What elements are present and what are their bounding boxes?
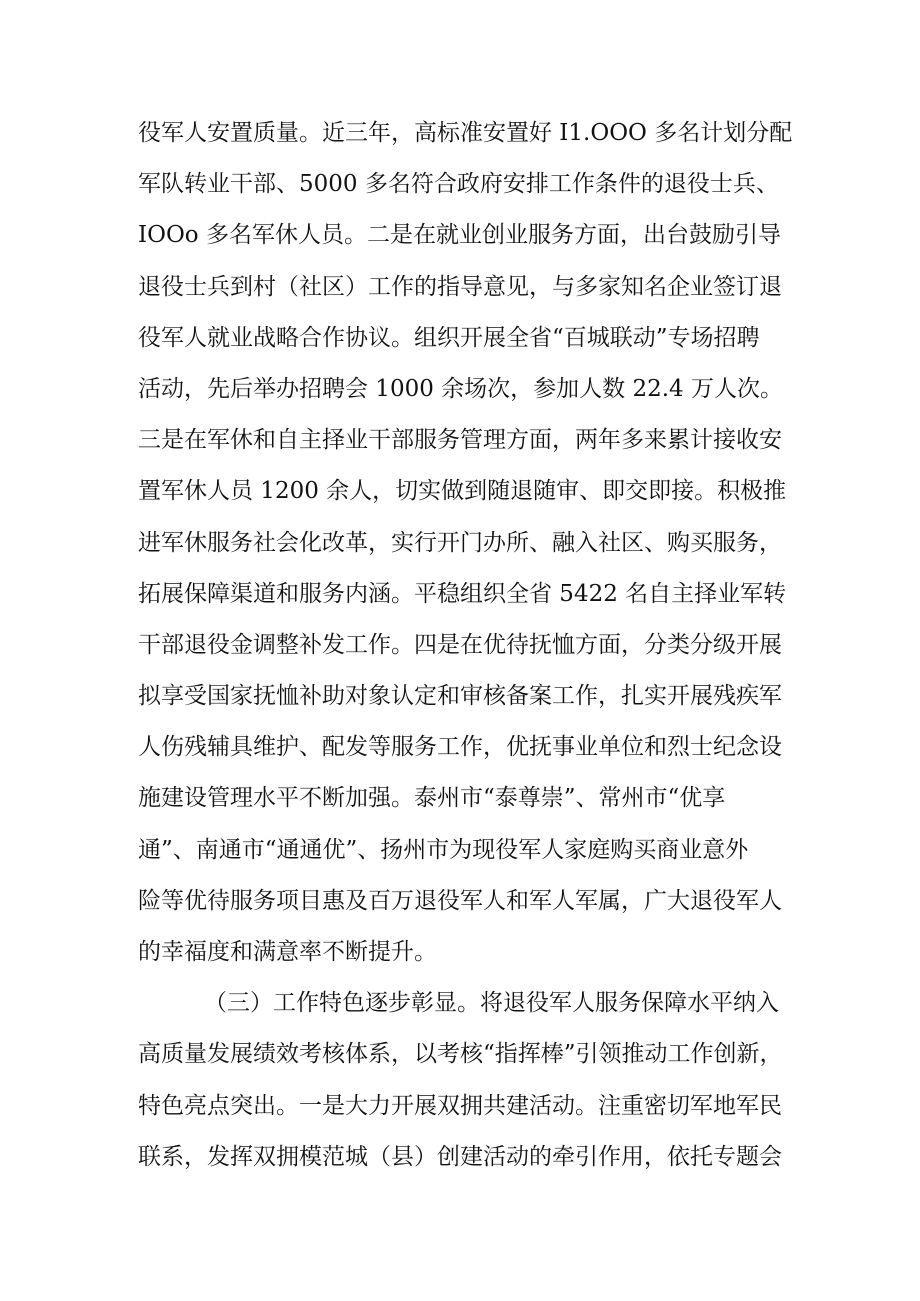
paragraph-1-line: IOOo 多名军休人员。二是在就业创业服务方面，出台鼓励引导 — [138, 222, 781, 249]
paragraph-1-line: 施建设管理水平不断加强。泰州市“泰尊崇”、常州市“优享 — [138, 785, 726, 812]
paragraph-1-line: 拓展保障渠道和服务内涵。平稳组织全省 5422 名自主择业军转 — [138, 580, 787, 607]
paragraph-1-line: 置军休人员 1200 余人，切实做到随退随审、即交即接。积极推 — [138, 478, 787, 505]
paragraph-1-line: 军队转业干部、5000 多名符合政府安排工作条件的退役士兵、 — [138, 171, 779, 198]
paragraph-1-line: 拟享受国家抚恤补助对象认定和审核备案工作，扎实开展残疾军 — [138, 683, 782, 710]
paragraph-2-line: 高质量发展绩效考核体系，以考核“指挥棒”引领推动工作创新， — [138, 1041, 783, 1068]
paragraph-1-line: 险等优待服务项目惠及百万退役军人和军人军属，广大退役军人 — [138, 887, 782, 914]
paragraph-1-line: 退役士兵到村（社区）工作的指导意见，与多家知名企业签订退 — [138, 273, 782, 300]
paragraph-2-line: 联系，发挥双拥模范城（县）创建活动的牵引作用，依托专题会 — [138, 1143, 782, 1170]
paragraph-1-line: 役军人安置质量。近三年，高标准安置好 I1.OOO 多名计划分配 — [138, 120, 793, 146]
paragraph-2-line: （三）工作特色逐步彰显。将退役军人服务保障水平纳入 — [204, 990, 779, 1017]
paragraph-1-line: 进军休服务社会化改革，实行开门办所、融入社区、购买服务， — [138, 529, 782, 556]
body-text — [138, 108, 798, 1183]
paragraph-1-line: 干部退役金调整补发工作。四是在优待抚恤方面，分类分级开展 — [138, 631, 782, 658]
paragraph-1-line: 人伤残辅具维护、配发等服务工作，优抚事业单位和烈士纪念设 — [138, 734, 782, 761]
paragraph-1-line: 三是在军休和自主择业干部服务管理方面，两年多来累计接收安 — [138, 427, 782, 454]
paragraph-1-line: 役军人就业战略合作协议。组织开展全省“百城联动”专场招聘 — [138, 324, 760, 351]
paragraph-1-line: 通”、南通市“通通优”、扬州市为现役军人家庭购买商业意外 — [138, 836, 749, 863]
paragraph-1-line: 的幸福度和满意率不断提升。 — [138, 939, 437, 965]
paragraph-1-line: 活动，先后举办招聘会 1000 余场次，参加人数 22.4 万人次。 — [138, 375, 783, 402]
paragraph-2-line: 特色亮点突出。一是大力开展双拥共建活动。注重密切军地军民 — [138, 1092, 782, 1119]
